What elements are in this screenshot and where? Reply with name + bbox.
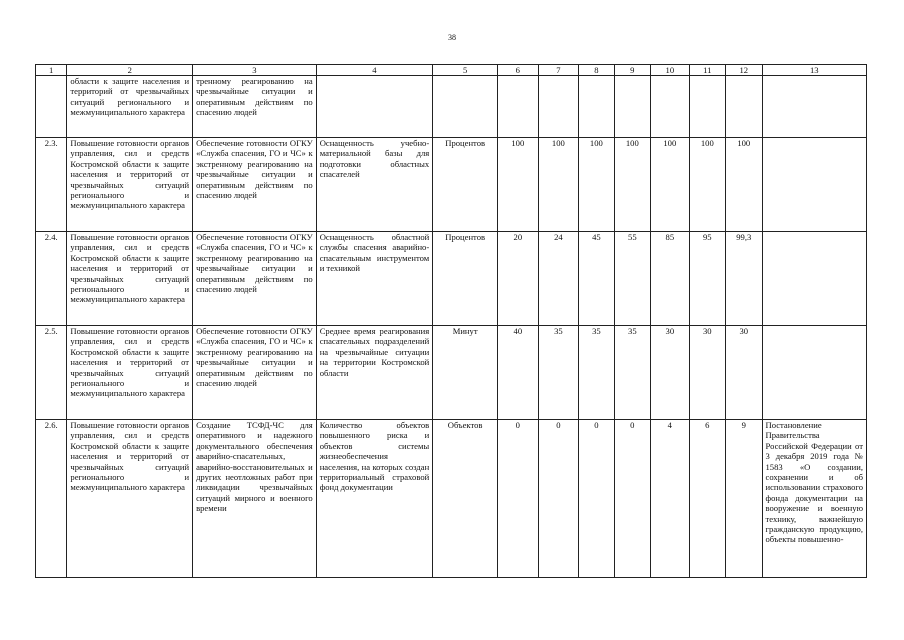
- page-number: 38: [448, 33, 456, 42]
- indicator-cell: [316, 76, 433, 138]
- value-cell: [651, 76, 690, 138]
- unit-cell: Объектов: [433, 420, 498, 578]
- value-cell: 35: [579, 326, 614, 420]
- indicator-cell: Оснащенность учебно-материальной базы для подготовки областных спасателей: [316, 138, 433, 232]
- value-cell: [498, 76, 539, 138]
- value-cell: 6: [689, 420, 725, 578]
- task-cell: Повышение готовности органов управления, сил и средств Костромской области к защите населения и территорий от чрезвычайных ситуаций регионального и межмуниципального характера: [67, 420, 193, 578]
- value-cell: 100: [726, 138, 762, 232]
- indicators-table: [35, 64, 867, 578]
- value-cell: [579, 76, 614, 138]
- column-number-row: [36, 65, 867, 76]
- column-header: 10: [651, 65, 690, 76]
- column-header: 3: [193, 65, 317, 76]
- task-cell: области к защите населения и территорий от чрезвычайных ситуаций регионального и межмуниципального характера: [67, 76, 193, 138]
- note-cell: [762, 232, 867, 326]
- unit-cell: Процентов: [433, 138, 498, 232]
- value-cell: 4: [651, 420, 690, 578]
- note-cell: [762, 326, 867, 420]
- value-cell: [538, 76, 579, 138]
- row-number: 2.4.: [36, 232, 67, 326]
- column-header: 7: [538, 65, 579, 76]
- column-header: 6: [498, 65, 539, 76]
- table-row: [36, 76, 867, 138]
- column-header: 13: [762, 65, 867, 76]
- value-cell: 35: [614, 326, 650, 420]
- value-cell: 30: [726, 326, 762, 420]
- unit-cell: Минут: [433, 326, 498, 420]
- value-cell: 100: [614, 138, 650, 232]
- value-cell: [726, 76, 762, 138]
- column-header: 12: [726, 65, 762, 76]
- value-cell: 30: [651, 326, 690, 420]
- value-cell: 35: [538, 326, 579, 420]
- table-row: [36, 326, 867, 420]
- column-header: 11: [689, 65, 725, 76]
- value-cell: 45: [579, 232, 614, 326]
- value-cell: 99,3: [726, 232, 762, 326]
- value-cell: 20: [498, 232, 539, 326]
- value-cell: 24: [538, 232, 579, 326]
- table-row: [36, 420, 867, 578]
- value-cell: [689, 76, 725, 138]
- value-cell: 100: [651, 138, 690, 232]
- value-cell: 0: [538, 420, 579, 578]
- value-cell: 100: [498, 138, 539, 232]
- table-row: [36, 138, 867, 232]
- column-header: 5: [433, 65, 498, 76]
- table-row: [36, 232, 867, 326]
- value-cell: 0: [498, 420, 539, 578]
- value-cell: 100: [689, 138, 725, 232]
- column-header: 9: [614, 65, 650, 76]
- measure-cell: Обеспечение готовности ОГКУ «Служба спасения, ГО и ЧС» к экстренному реагированию на чрезвычайные ситуации и оперативным действиям по спасению людей: [193, 326, 317, 420]
- task-cell: Повышение готовности органов управления, сил и средств Костромской области к защите населения и территорий от чрезвычайных ситуаций регионального и межмуниципального характера: [67, 138, 193, 232]
- unit-cell: [433, 76, 498, 138]
- column-header: 8: [579, 65, 614, 76]
- value-cell: 0: [614, 420, 650, 578]
- value-cell: 55: [614, 232, 650, 326]
- value-cell: 100: [538, 138, 579, 232]
- task-cell: Повышение готовности органов управления, сил и средств Костромской области к защите населения и территорий от чрезвычайных ситуаций регионального и межмуниципального характера: [67, 326, 193, 420]
- value-cell: 9: [726, 420, 762, 578]
- indicator-cell: Среднее время реагирования спасательных подразделений на чрезвычайные ситуации на территории Костромской области: [316, 326, 433, 420]
- value-cell: 100: [579, 138, 614, 232]
- value-cell: 85: [651, 232, 690, 326]
- measure-cell: тренному реагированию на чрезвычайные ситуации и оперативным действиям по спасению людей: [193, 76, 317, 138]
- indicator-cell: Количество объектов повышенного риска и объектов системы жизнеобеспечения населения, на которых создан территориальный страховой фонд документации: [316, 420, 433, 578]
- measure-cell: Обеспечение готовности ОГКУ «Служба спасения, ГО и ЧС» к экстренному реагированию на чрезвычайные ситуации и оперативным действиям по спасению людей: [193, 138, 317, 232]
- row-number: [36, 76, 67, 138]
- note-cell: [762, 138, 867, 232]
- value-cell: [614, 76, 650, 138]
- unit-cell: Процентов: [433, 232, 498, 326]
- note-cell: Постановление Правительства Российской Федерации от 3 декабря 2019 года № 1583 «О создании, сохранении и об использовании страхового фонда документации на вооружение и военную технику, важнейшую гражданскую продукцию, объекты повышенно-: [762, 420, 867, 578]
- column-header: 1: [36, 65, 67, 76]
- column-header: 2: [67, 65, 193, 76]
- value-cell: 40: [498, 326, 539, 420]
- measure-cell: Создание ТСФД-ЧС для оперативного и надежного документального обеспечения аварийно-спасательных, аварийно-восстановительных и других неотложных работ при ликвидации чрезвычайных ситуаций мирного и военного времени: [193, 420, 317, 578]
- indicator-cell: Оснащенность областной службы спасения аварийно-спасательным инструментом и техникой: [316, 232, 433, 326]
- row-number: 2.5.: [36, 326, 67, 420]
- note-cell: [762, 76, 867, 138]
- value-cell: 95: [689, 232, 725, 326]
- column-header: 4: [316, 65, 433, 76]
- value-cell: 30: [689, 326, 725, 420]
- row-number: 2.3.: [36, 138, 67, 232]
- value-cell: 0: [579, 420, 614, 578]
- row-number: 2.6.: [36, 420, 67, 578]
- measure-cell: Обеспечение готовности ОГКУ «Служба спасения, ГО и ЧС» к экстренному реагированию на чрезвычайные ситуации и оперативным действиям по спасению людей: [193, 232, 317, 326]
- task-cell: Повышение готовности органов управления, сил и средств Костромской области к защите населения и территорий от чрезвычайных ситуаций регионального и межмуниципального характера: [67, 232, 193, 326]
